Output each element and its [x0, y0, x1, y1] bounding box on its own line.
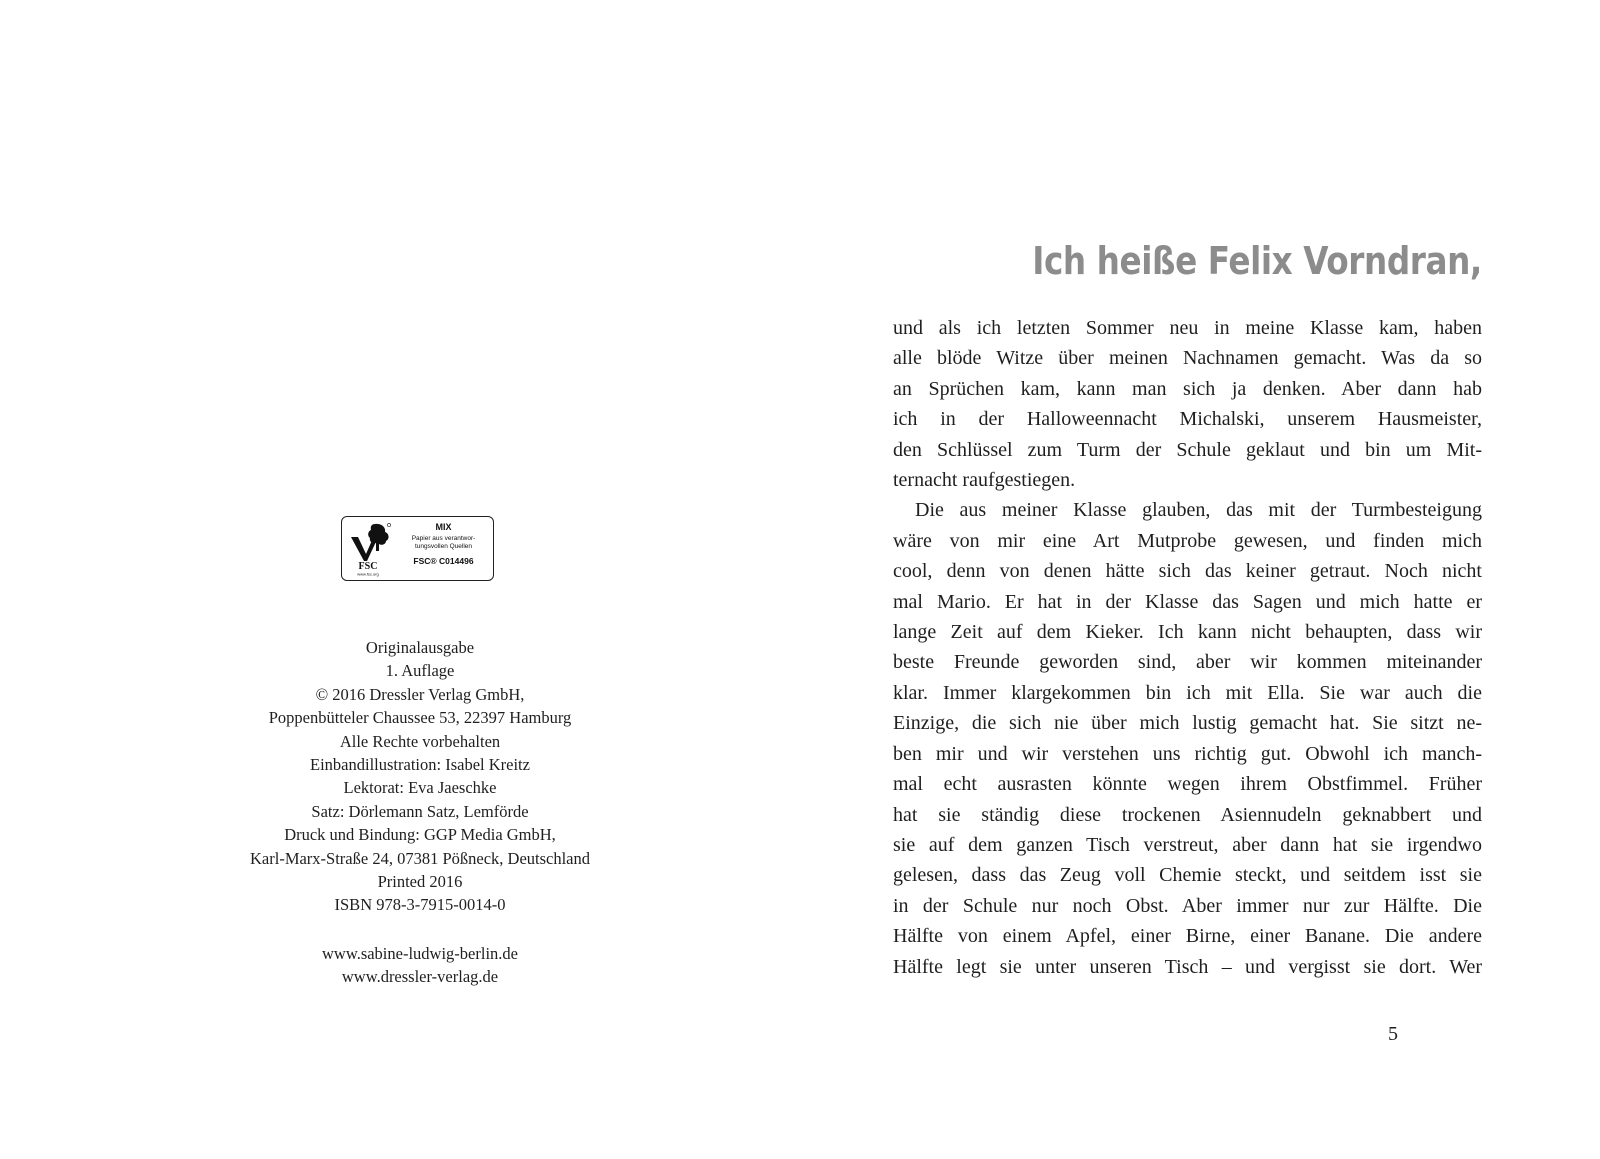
imprint-line: Karl-Marx-Straße 24, 07381 Pößneck, Deutschland — [250, 848, 590, 868]
text-line: cool, denn von denen hätte sich das keiner getraut. Noch nicht — [893, 560, 1482, 583]
imprint-line: Druck und Bindung: GGP Media GmbH, — [284, 825, 556, 845]
isbn-line: ISBN 978-3-7915-0014-0 — [334, 895, 506, 915]
fsc-logo-text: FSC — [358, 561, 378, 572]
text-line: an Sprüchen kam, kann man sich ja denken. Aber dann hab — [893, 377, 1482, 400]
text-line: alle blöde Witze über meinen Nachnamen gemacht. Was da so — [893, 347, 1482, 370]
fsc-code: FSC® C014496 — [413, 556, 474, 566]
body-text — [893, 313, 1482, 982]
text-line: ben mir und wir verstehen uns richtig gut. Obwohl ich manch- — [893, 742, 1482, 765]
fsc-tree-checkmark-icon — [348, 521, 394, 577]
text-line: Hälfte legt sie unter unseren Tisch – und vergisst sie dort. Wer — [893, 955, 1482, 978]
imprint-line: Alle Rechte vorbehalten — [339, 731, 501, 751]
text-line: wäre von mir eine Art Mutprobe gewesen, und finden mich — [893, 529, 1482, 552]
text-line: hat sie ständig diese trockenen Asiennudeln geknabbert und — [893, 803, 1482, 826]
text-line: gelesen, dass das Zeug voll Chemie steckt, und seitdem isst sie — [893, 864, 1482, 887]
text-line: Die aus meiner Klasse glauben, das mit der Turmbesteigung — [915, 499, 1482, 522]
text-line: Hälfte von einem Apfel, einer Birne, einer Banane. Die andere — [893, 925, 1482, 948]
text-line: in der Schule nur noch Obst. Aber immer nur zur Hälfte. Die — [893, 894, 1482, 917]
fsc-label-block — [397, 522, 490, 567]
imprint-line: Satz: Dörlemann Satz, Lemförde — [311, 801, 529, 821]
text-line: ich in der Halloweennacht Michalski, unserem Hausmeister, — [893, 408, 1482, 431]
web-links — [210, 942, 630, 989]
fsc-mix-label: MIX — [435, 522, 452, 532]
imprint-line: Poppenbütteler Chaussee 53, 22397 Hamburg — [268, 708, 572, 728]
fsc-certification-logo — [341, 516, 494, 581]
page-number: 5 — [1388, 1023, 1398, 1045]
imprint-line: © 2016 Dressler Verlag GmbH, — [315, 684, 525, 704]
chapter-title: Ich heiße Felix Vorndran, — [1032, 239, 1482, 283]
fsc-description: Papier aus verantwor-tungsvollen Quellen — [411, 535, 476, 550]
imprint-line: Printed 2016 — [377, 872, 463, 892]
imprint-line: Lektorat: Eva Jaeschke — [343, 778, 497, 798]
imprint-line: Einbandillustration: Isabel Kreitz — [310, 755, 530, 775]
publisher-website-link: www.dressler-verlag.de — [341, 967, 499, 987]
imprint-line: Originalausgabe — [365, 638, 475, 657]
imprint-line: 1. Auflage — [385, 661, 455, 681]
right-page — [800, 0, 1600, 1159]
imprint-block — [210, 636, 630, 917]
text-line: sie auf dem ganzen Tisch verstreut, aber dann hat sie irgendwo — [893, 833, 1482, 856]
text-line: ternacht raufgestiegen. — [893, 469, 1076, 492]
text-line: beste Freunde geworden sind, aber wir kommen miteinander — [893, 651, 1482, 674]
text-line: lange Zeit auf dem Kieker. Ich kann nicht behaupten, dass wir — [893, 621, 1482, 644]
text-line: den Schlüssel zum Turm der Schule geklaut und bin um Mit- — [893, 438, 1482, 461]
text-line: mal echt ausrasten könnte wegen ihrem Obstfimmel. Früher — [893, 773, 1482, 796]
text-line: klar. Immer klargekommen bin ich mit Ella. Sie war auch die — [893, 681, 1482, 704]
fsc-logo-url: www.fsc.org — [357, 571, 379, 577]
text-line: und als ich letzten Sommer neu in meine Klasse kam, haben — [893, 317, 1482, 339]
author-website-link: www.sabine-ludwig-berlin.de — [322, 944, 518, 963]
text-line: Einzige, die sich nie über mich lustig gemacht hat. Sie sitzt ne- — [893, 712, 1482, 735]
text-line: mal Mario. Er hat in der Klasse das Sagen und mich hatte er — [893, 590, 1482, 613]
